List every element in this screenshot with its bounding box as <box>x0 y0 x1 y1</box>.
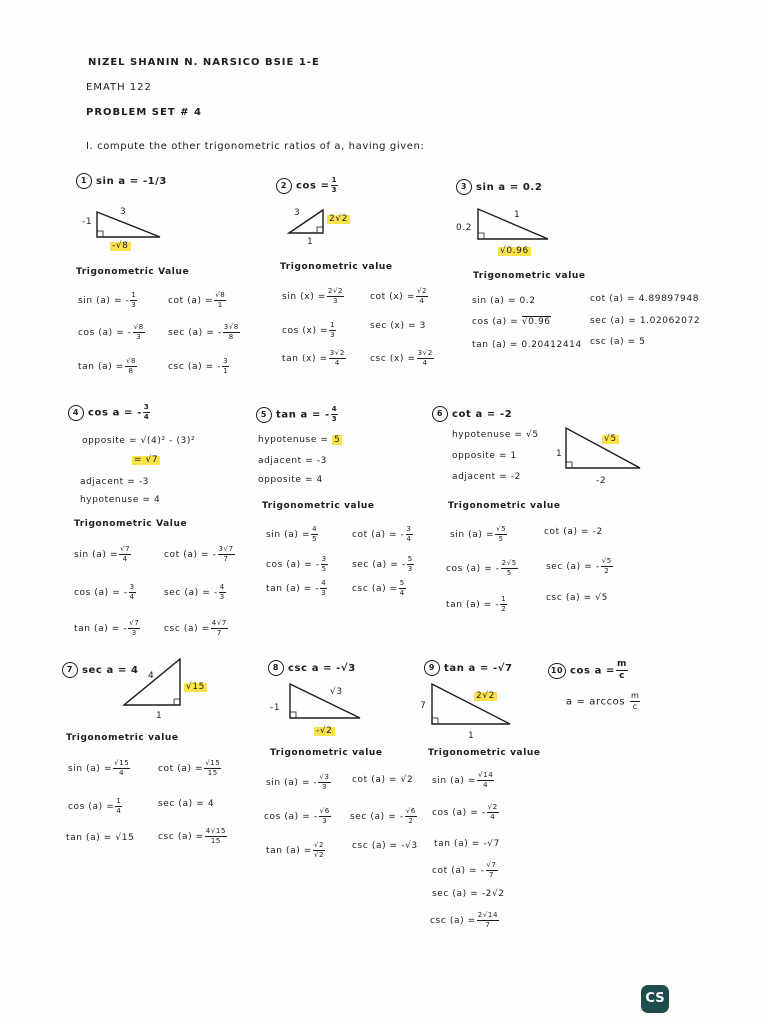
instruction: I. compute the other trigonometric ratios of a, having given: <box>86 141 425 152</box>
problem-number: 10 <box>548 663 566 679</box>
tan-value: tan (a) = - $\frac{√7}{3}$ <box>74 619 140 637</box>
sin-value: sin (a) = $\frac{√7}{4}$ <box>74 545 131 563</box>
side-hypotenuse: 3 <box>120 207 127 217</box>
side-adjacent: 1 <box>307 237 314 247</box>
csc-value: csc (a) = 5 <box>590 337 646 347</box>
cot-value: cot (x) = $\frac{√2}{4}$ <box>370 287 428 305</box>
side-hypotenuse: √3 <box>330 687 343 697</box>
problem-set-title: PROBLEM SET # 4 <box>86 107 202 118</box>
problem-5-given: 5 tan a = - $\frac{4}{3}$ <box>256 406 339 423</box>
problem-10-answer: a = arccos $\frac{m}{c}$ <box>566 691 640 711</box>
tan-value: tan (a) = - $\frac{4}{3}$ <box>266 579 327 597</box>
side-adjacent: -√2 <box>316 726 333 736</box>
problem-number: 8 <box>268 660 284 676</box>
cos-value: cos (a) = $\frac{1}{4}$ <box>68 797 122 815</box>
sin-value: sin (a) = $\frac{√14}{4}$ <box>432 771 494 789</box>
tan-value: tan (a) = $\frac{√2}{√2}$ <box>266 841 325 859</box>
sin-value: sin (a) = - $\frac{1}{3}$ <box>78 291 137 309</box>
cos-value: cos (a) = - $\frac{√6}{3}$ <box>264 807 330 825</box>
csc-value: csc (a) = $\frac{5}{4}$ <box>352 579 405 597</box>
problem-number: 7 <box>62 662 78 678</box>
problem-number: 2 <box>276 178 292 194</box>
sin-value: sin (a) = $\frac{4}{5}$ <box>266 525 318 543</box>
problem-10-given: 10 cos a = $\frac{m}{c}$ <box>548 660 629 681</box>
opposite-result: = √7 <box>134 455 159 465</box>
problem-9-given: 9 tan a = -√7 <box>424 660 513 676</box>
cot-value: cot (a) = $\frac{√15}{15}$ <box>158 759 221 777</box>
adjacent: adjacent = -3 <box>258 456 327 466</box>
course-code: EMATH 122 <box>86 82 152 93</box>
sin-value: sin (a) = $\frac{√5}{5}$ <box>450 525 507 543</box>
tan-value: tan (a) = 0.20412414 <box>472 340 582 350</box>
problem-8-given: 8 csc a = -√3 <box>268 660 356 676</box>
csc-value: csc (a) = - $\frac{3}{1}$ <box>168 357 229 375</box>
tan-value: tan (a) = √15 <box>66 833 135 843</box>
cos-value: cos (a) = - $\frac{3}{4}$ <box>74 583 135 601</box>
cos-value: cos (a) = - $\frac{3}{5}$ <box>266 555 327 573</box>
sec-value: sec (a) = - $\frac{√5}{2}$ <box>546 557 612 575</box>
csc-value: csc (a) = -√3 <box>352 841 418 851</box>
problem-1-given: 1 sin a = -1/3 <box>76 173 167 189</box>
triangle-7 <box>120 655 186 709</box>
cot-value: cot (a) = - $\frac{√7}{7}$ <box>432 861 497 879</box>
side-opposite: -1 <box>82 217 93 227</box>
student-name: NIZEL SHANIN N. NARSICO BSIE 1-E <box>88 57 320 68</box>
tan-value: tan (a) = -√7 <box>434 839 500 849</box>
trig-value-label: Trigonometric Value <box>76 267 190 277</box>
side-adjacent: √0.96 <box>500 246 529 256</box>
csc-value: csc (a) = $\frac{4√7}{7}$ <box>164 619 227 637</box>
side-hypotenuse: 3 <box>294 208 301 218</box>
trig-value-label: Trigonometric value <box>280 262 393 272</box>
trig-value-label: Trigonometric Value <box>74 519 188 529</box>
sec-value: sec (a) = 1.02062072 <box>590 316 701 326</box>
sec-value: sec (a) = -2√2 <box>432 889 505 899</box>
sec-value: sec (a) = 4 <box>158 799 215 809</box>
problem-3-given: 3 sin a = 0.2 <box>456 179 542 195</box>
triangle-8 <box>284 680 364 722</box>
trig-value-label: Trigonometric value <box>66 733 179 743</box>
cos-value: cos (a) = - $\frac{√8}{3}$ <box>78 323 144 341</box>
triangle-3 <box>472 205 552 245</box>
adjacent: adjacent = -2 <box>452 472 521 482</box>
problem-6-given: 6 cot a = -2 <box>432 406 512 422</box>
csc-value: csc (x) = $\frac{3√2}{4}$ <box>370 349 433 367</box>
cot-value: cot (a) = 4.89897948 <box>590 294 700 304</box>
hypotenuse: hypotenuse = √5 <box>452 430 539 440</box>
problem-number: 5 <box>256 407 272 423</box>
side-hypotenuse: 2√2 <box>476 691 495 701</box>
cos-value: cos (a) = - $\frac{2√5}{5}$ <box>446 559 517 577</box>
sec-value: sec (a) = - $\frac{5}{3}$ <box>352 555 413 573</box>
side-opposite: -1 <box>270 703 281 713</box>
side-adjacent: 1 <box>468 731 475 741</box>
csc-value: csc (a) = $\frac{2√14}{7}$ <box>430 911 499 929</box>
trig-value-label: Trigonometric value <box>262 501 375 511</box>
triangle-6 <box>560 424 644 472</box>
problem-number: 6 <box>432 406 448 422</box>
opposite: opposite = 4 <box>258 475 323 485</box>
side-hypotenuse: √5 <box>604 434 617 444</box>
adjacent: adjacent = -3 <box>80 477 149 487</box>
problem-number: 1 <box>76 173 92 189</box>
hypotenuse: hypotenuse = 4 <box>80 495 161 505</box>
trig-value-label: Trigonometric value <box>473 271 586 281</box>
problem-4-given: 4 cos a = - $\frac{3}{4}$ <box>68 404 151 421</box>
side-adjacent: -2 <box>596 476 607 486</box>
cot-value: cot (a) = - $\frac{3}{4}$ <box>352 525 412 543</box>
sec-value: sec (a) = - $\frac{4}{3}$ <box>164 583 225 601</box>
csc-value: csc (a) = √5 <box>546 593 608 603</box>
side-adjacent: 1 <box>156 711 163 721</box>
sec-value: sec (a) = - $\frac{3√8}{8}$ <box>168 323 239 341</box>
side-hypotenuse: 4 <box>148 671 155 681</box>
side-opposite: 0.2 <box>456 223 473 233</box>
sin-value: sin (a) = 0.2 <box>472 296 536 306</box>
cos-value: cos (a) = √0.96 <box>472 317 551 327</box>
cos-value: cos (x) = $\frac{1}{3}$ <box>282 321 336 339</box>
trig-value-label: Trigonometric value <box>428 748 541 758</box>
tan-value: tan (a) = $\frac{√8}{8}$ <box>78 357 137 375</box>
hypotenuse: hypotenuse = 5 <box>258 435 341 445</box>
cot-value: cot (a) = -2 <box>544 527 603 537</box>
sec-value: sec (a) = - $\frac{√6}{2}$ <box>350 807 416 825</box>
cot-value: cot (a) = - $\frac{3√7}{7}$ <box>164 545 234 563</box>
sin-value: sin (x) = $\frac{2√2}{3}$ <box>282 287 344 305</box>
side-opposite: √15 <box>186 682 205 692</box>
problem-number: 9 <box>424 660 440 676</box>
side-opposite: 2√2 <box>329 214 348 224</box>
triangle-9 <box>426 680 516 728</box>
opposite-calc: opposite = √(4)² - (3)² <box>82 436 196 446</box>
cos-value: cos (a) = - $\frac{√2}{4}$ <box>432 803 498 821</box>
problem-number: 3 <box>456 179 472 195</box>
trig-value-label: Trigonometric value <box>448 501 561 511</box>
sin-value: sin (a) = - $\frac{√3}{3}$ <box>266 773 330 791</box>
problem-7-given: 7 sec a = 4 <box>62 662 139 678</box>
side-adjacent: -√8 <box>112 241 129 251</box>
opposite: opposite = 1 <box>452 451 517 461</box>
problem-2-given: 2 cos = $\frac{1}{3}$ <box>276 177 339 194</box>
sec-value: sec (x) = 3 <box>370 321 426 331</box>
side-opposite: 7 <box>420 701 427 711</box>
camscanner-logo: CS <box>641 985 669 1013</box>
trig-value-label: Trigonometric value <box>270 748 383 758</box>
tan-value: tan (a) = - $\frac{1}{2}$ <box>446 595 507 613</box>
cot-value: cot (a) = $\frac{√8}{1}$ <box>168 291 226 309</box>
sin-value: sin (a) = $\frac{√15}{4}$ <box>68 759 130 777</box>
side-opposite: 1 <box>556 449 563 459</box>
problem-number: 4 <box>68 405 84 421</box>
side-hypotenuse: 1 <box>514 210 521 220</box>
tan-value: tan (x) = $\frac{3√2}{4}$ <box>282 349 345 367</box>
triangle-1 <box>90 207 170 243</box>
cot-value: cot (a) = √2 <box>352 775 414 785</box>
csc-value: csc (a) = $\frac{4√15}{15}$ <box>158 827 227 845</box>
